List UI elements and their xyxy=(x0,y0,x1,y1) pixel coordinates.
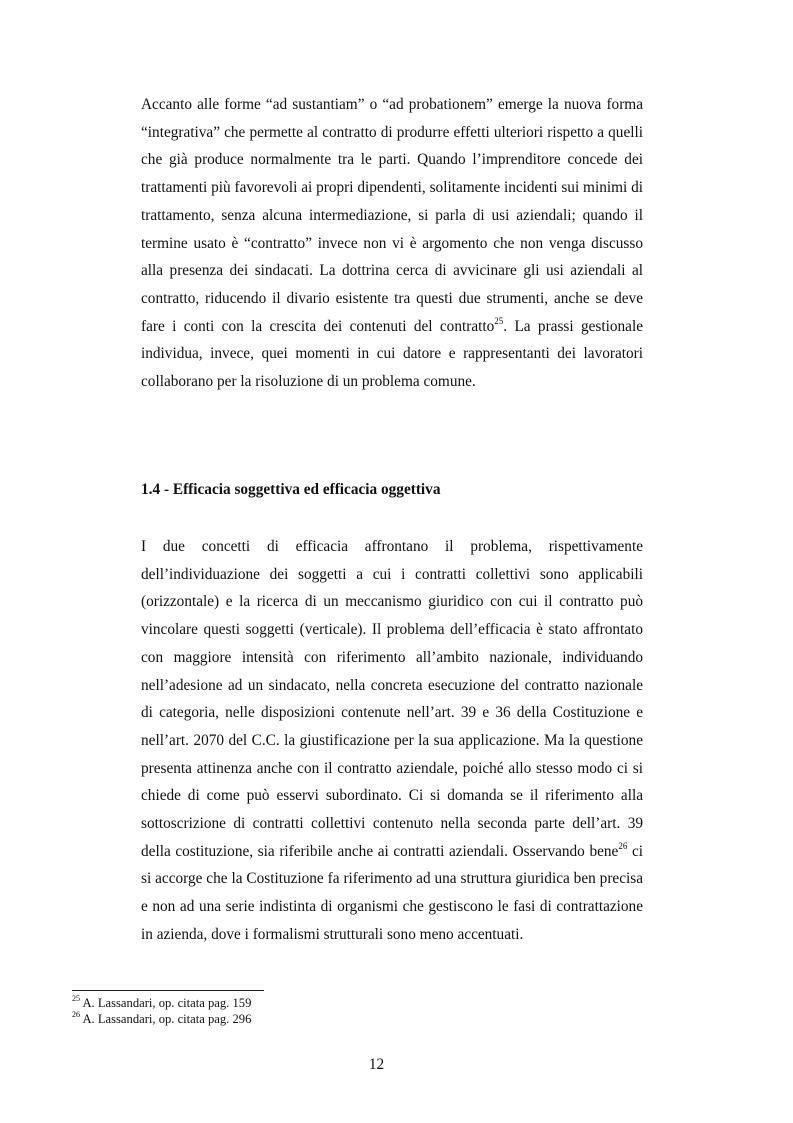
footnote-number: 26 xyxy=(72,1009,80,1019)
footnote-text: A. Lassandari, op. citata pag. 296 xyxy=(80,1012,252,1026)
paragraph-text: ci si accorge che la Costituzione fa riferimento ad una struttura giuridica ben precisa e non ad una serie indistinta di organismi che gestiscono le fasi di contrattazione in azienda, dove i formalismi strutturali sono meno accentuati. xyxy=(141,842,644,943)
footnote-separator xyxy=(72,990,264,991)
body-paragraph xyxy=(141,533,643,949)
footnotes xyxy=(72,995,472,1027)
footnote-reference[interactable]: 26 xyxy=(618,840,628,851)
paragraph-text: . La prassi gestionale individua, invece, quei momenti in cui datore e rappresentanti dei lavoratori collaborano per la risoluzione di un problema comune. xyxy=(141,317,643,391)
footnote-reference[interactable]: 25 xyxy=(494,315,504,326)
page-number: 12 xyxy=(368,1056,385,1073)
section-heading: 1.4 - Efficacia soggettiva ed efficacia oggettiva xyxy=(141,481,441,498)
body-paragraph xyxy=(141,91,643,396)
footnote-text: A. Lassandari, op. citata pag. 159 xyxy=(80,996,252,1010)
paragraph-text: Accanto alle forme “ad sustantiam” o “ad probationem” emerge la nuova forma “integrativa” che permette al contratto di produrre effetti ulteriori rispetto a quelli che già produce normalmente tra le parti. Quando l’imprenditore concede dei trattamenti più favorevoli ai propri dipendenti, solitamente incidenti sui minimi di trattamento, senza alcuna intermediazione, si parla di usi aziendali; quando il termine usato è “contratto” invece non vi è argomento che non venga discusso alla presenza dei sindacati. La dottrina cerca di avvicinare gli usi aziendali al contratto, riducendo il divario esistente tra questi due strumenti, anche se deve fare i conti con la crescita dei contenuti del contratto xyxy=(141,96,643,335)
footnote xyxy=(72,995,472,1011)
footnote xyxy=(72,1011,472,1027)
footnote-number: 25 xyxy=(72,993,80,1003)
paragraph-text: I due concetti di efficacia affrontano il problema, rispettivamente dell’individuazione dei soggetti a cui i contratti collettivi sono applicabili (orizzontale) e la ricerca di un meccanismo giuridico con cui il contratto può vincolare questi soggetti (verticale). Il problema dell’efficacia è stato affrontato con maggiore intensità con riferimento all’ambito nazionale, individuando nell’adesione ad un sindacato, nella concreta esecuzione del contratto nazionale di categoria, nelle disposizioni contenute nell’art. 39 e 36 della Costituzione e nell’art. 2070 del C.C. la giustificazione per la sua applicazione. Ma la questione presenta attinenza anche con il contratto aziendale, poiché allo stesso modo ci si chiede di come può esservi subordinato. Ci si domanda se il riferimento alla sottoscrizione di contratti collettivi contenuto nella seconda parte dell’art. 39 della costituzione, sia riferibile anche ai contratti aziendali. Osservando bene xyxy=(141,538,643,860)
